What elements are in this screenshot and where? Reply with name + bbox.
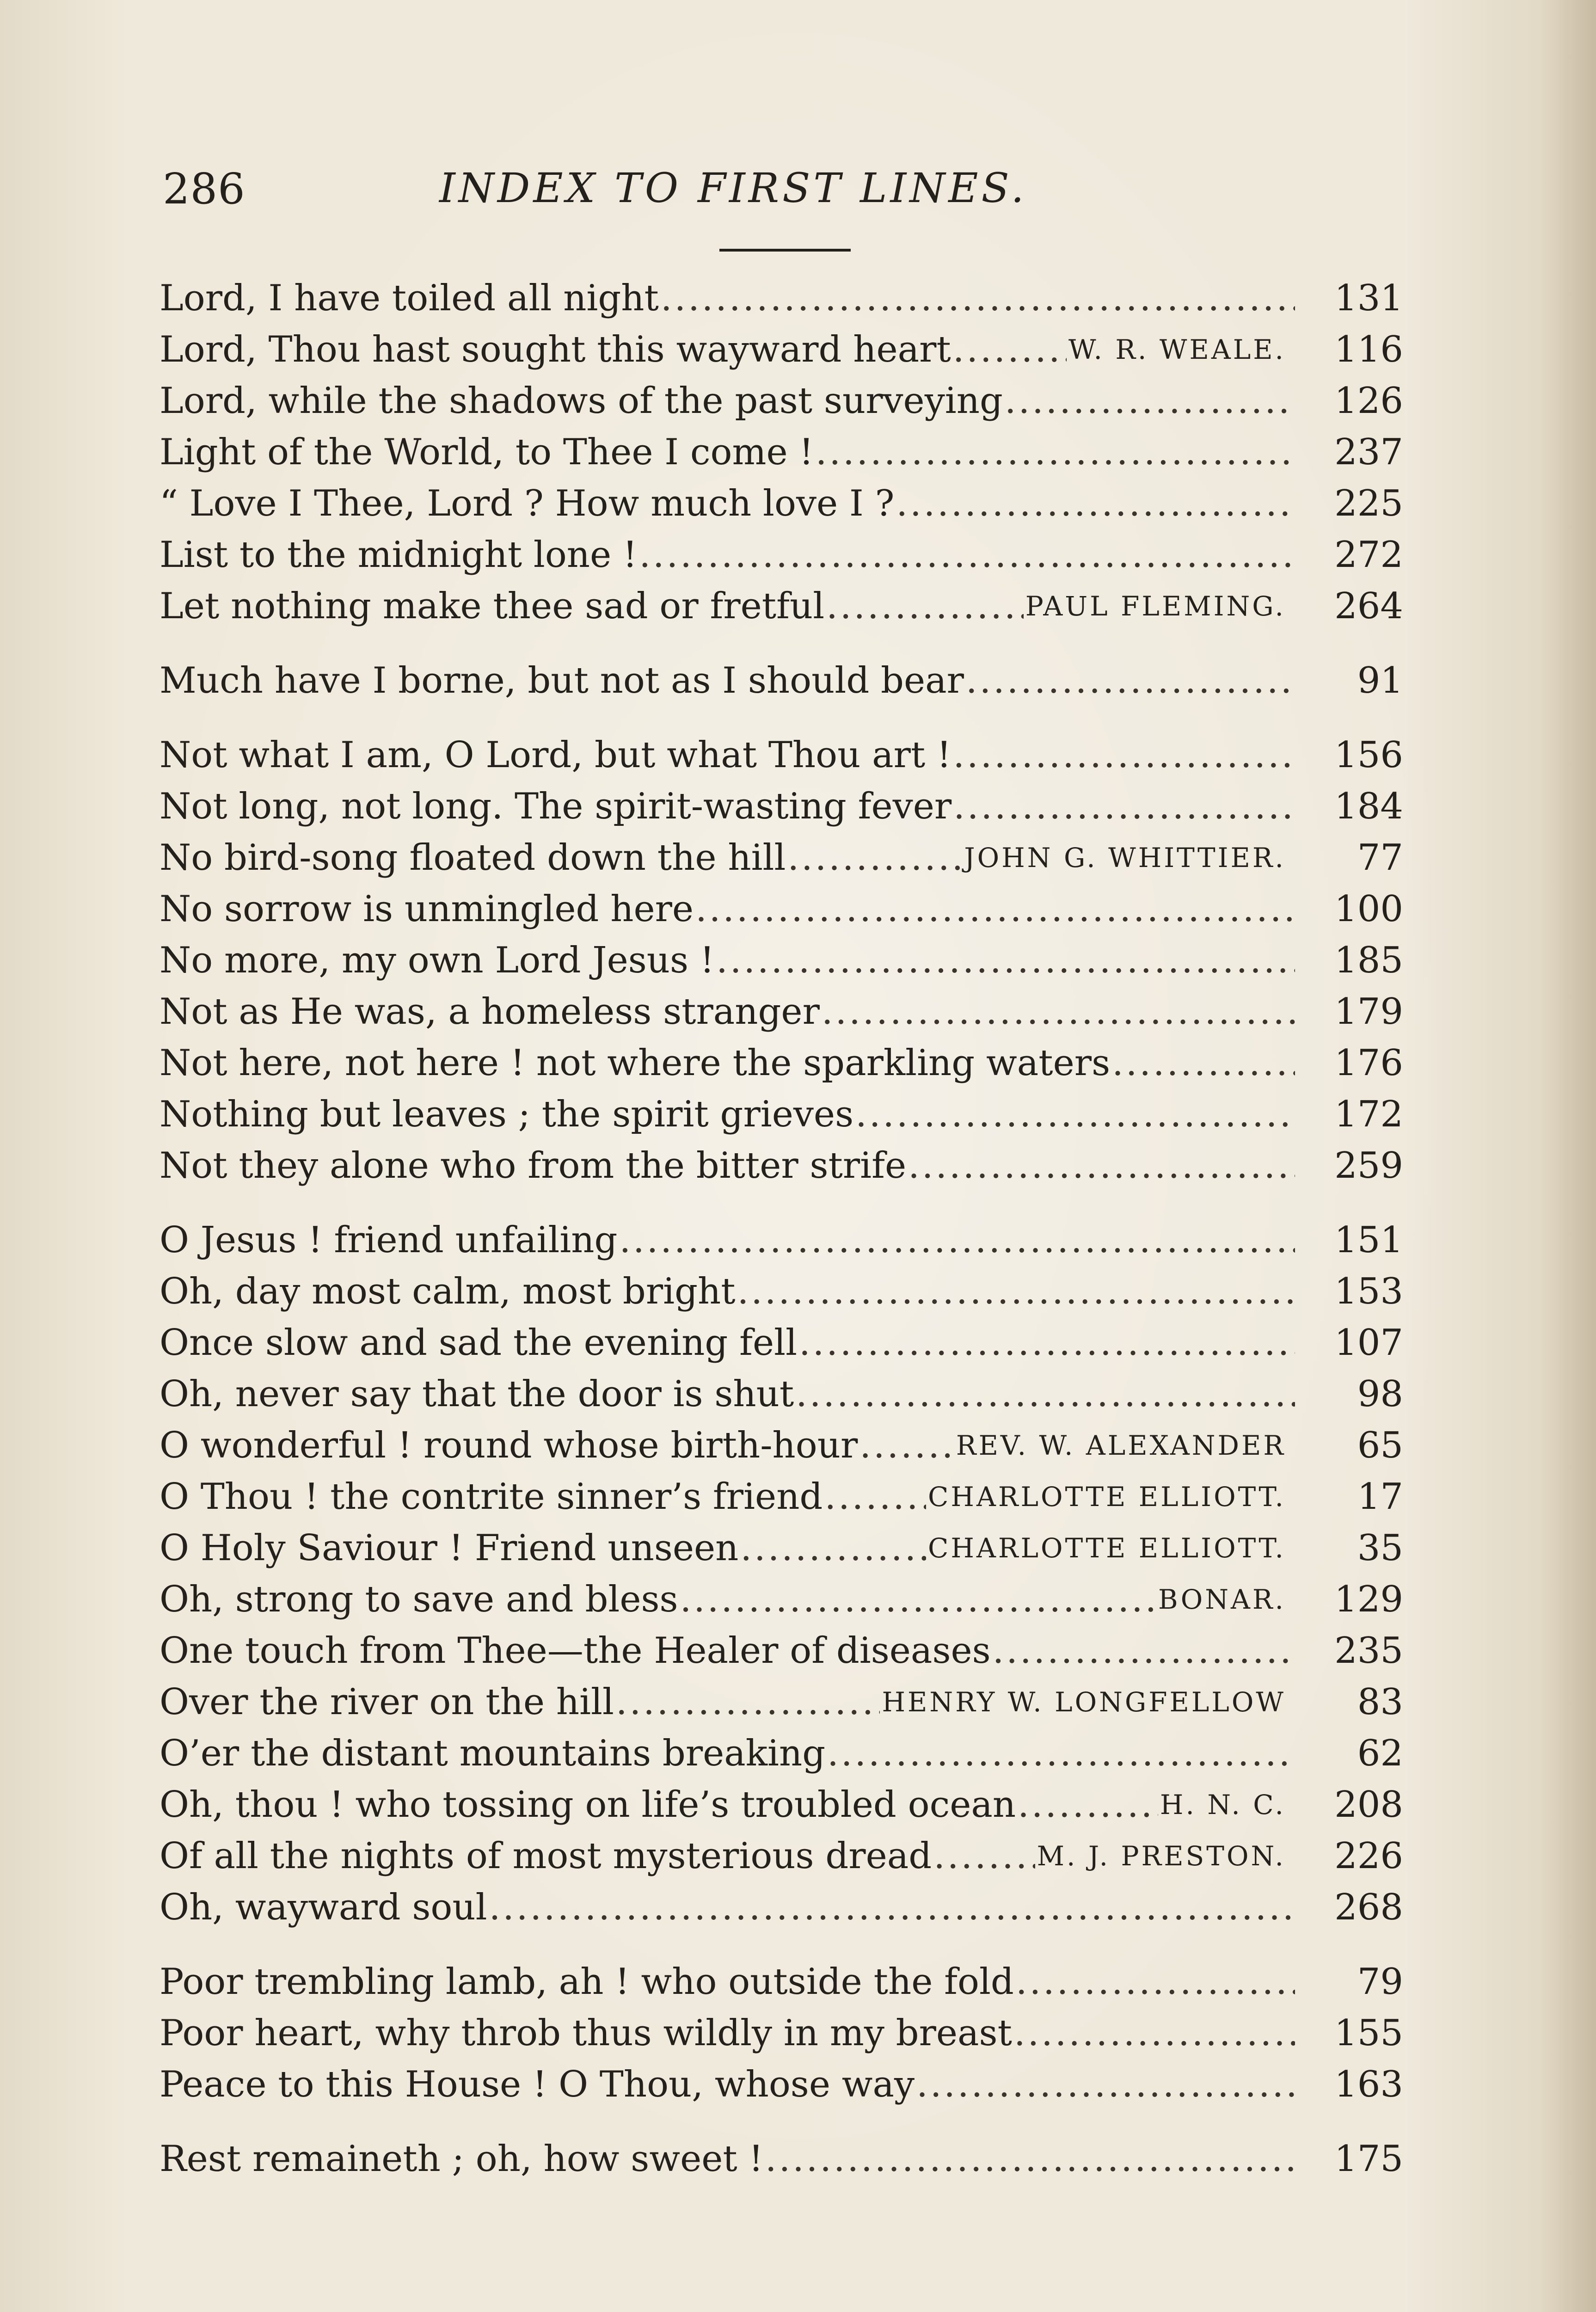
first-line-text: Light of the World, to Thee I come ! xyxy=(160,431,814,473)
page-reference: 225 xyxy=(1334,483,1403,524)
first-line-text: Oh, day most calm, most bright xyxy=(160,1271,736,1312)
first-line-text: Oh, strong to save and bless xyxy=(160,1579,678,1620)
dot-leader xyxy=(993,1625,1295,1677)
first-line-text: O’er the distant mountains breaking xyxy=(160,1733,826,1774)
page-reference: 153 xyxy=(1334,1271,1403,1312)
first-line-text: Oh, never say that the door is shut xyxy=(160,1373,794,1415)
dot-leader xyxy=(661,273,1295,324)
page-reference: 129 xyxy=(1334,1579,1403,1620)
index-group xyxy=(160,2134,1403,2185)
dot-leader xyxy=(953,730,1295,781)
dot-leader xyxy=(916,2059,1295,2110)
page-reference: 185 xyxy=(1334,940,1403,981)
dot-leader xyxy=(908,1140,1295,1192)
first-line-text: Lord, I have toiled all night xyxy=(160,277,659,319)
index-entry xyxy=(160,781,1403,832)
page-reference: 235 xyxy=(1334,1630,1403,1672)
page-reference: 98 xyxy=(1357,1373,1403,1415)
first-line-text: Not they alone who from the bitter strife xyxy=(160,1145,907,1187)
first-line-text: Lord, Thou hast sought this wayward heart xyxy=(160,329,951,370)
first-line-text: Once slow and sad the evening fell xyxy=(160,1322,798,1364)
author-name: CHARLOTTE ELLIOTT. xyxy=(928,1532,1286,1564)
dot-leader xyxy=(1018,1779,1158,1831)
dot-leader xyxy=(1112,1038,1295,1089)
index-entry xyxy=(160,1677,1403,1728)
first-line-text: Not what I am, O Lord, but what Thou art ! xyxy=(160,734,951,776)
index-entry xyxy=(160,655,1403,707)
index-entry xyxy=(160,1471,1403,1523)
page-reference: 176 xyxy=(1334,1042,1403,1084)
author-name: HENRY W. LONGFELLOW xyxy=(882,1686,1286,1718)
page-reference: 65 xyxy=(1357,1425,1403,1466)
dot-leader xyxy=(796,1369,1295,1420)
dot-leader xyxy=(740,1523,926,1574)
index-entry xyxy=(160,1369,1403,1420)
index-entry xyxy=(160,1831,1403,1882)
index-entry xyxy=(160,730,1403,781)
index-entry xyxy=(160,2059,1403,2110)
index-entry xyxy=(160,1266,1403,1317)
first-line-text: Not long, not long. The spirit-wasting fever xyxy=(160,786,952,827)
first-line-text: Over the river on the hill xyxy=(160,1681,614,1723)
author-name: REV. W. ALEXANDER xyxy=(956,1430,1286,1461)
first-line-text: Peace to this House ! O Thou, whose way xyxy=(160,2064,915,2105)
dot-leader xyxy=(855,1089,1295,1140)
dot-leader xyxy=(816,427,1295,478)
dot-leader xyxy=(695,884,1295,935)
index-group xyxy=(160,730,1403,1192)
index-group xyxy=(160,1215,1403,1933)
page-reference: 131 xyxy=(1334,277,1403,319)
author-name: M. J. PRESTON. xyxy=(1037,1840,1286,1872)
first-line-text: Much have I borne, but not as I should bear xyxy=(160,660,964,701)
page-reference: 268 xyxy=(1334,1887,1403,1928)
first-line-text: No sorrow is unmingled here xyxy=(160,888,694,930)
index-entry xyxy=(160,581,1403,632)
dot-leader xyxy=(799,1317,1295,1369)
index-entry xyxy=(160,1728,1403,1779)
first-line-text: Nothing but leaves ; the spirit grieves xyxy=(160,1094,854,1135)
first-line-text: Oh, thou ! who tossing on life’s troubled ocean xyxy=(160,1784,1016,1826)
index-entry xyxy=(160,935,1403,986)
first-line-text: Rest remaineth ; oh, how sweet ! xyxy=(160,2138,763,2180)
index-entry xyxy=(160,884,1403,935)
running-title: INDEX TO FIRST LINES. xyxy=(439,164,1027,212)
first-line-text: Poor heart, why throb thus wildly in my breast xyxy=(160,2012,1012,2054)
index-entry xyxy=(160,478,1403,529)
page-reference: 184 xyxy=(1334,786,1403,827)
dot-leader xyxy=(966,655,1295,707)
page-reference: 79 xyxy=(1357,1961,1403,2003)
author-name: BONAR. xyxy=(1158,1584,1286,1615)
first-line-text: O Holy Saviour ! Friend unseen xyxy=(160,1527,739,1569)
first-line-text: Of all the nights of most mysterious dread xyxy=(160,1835,932,1877)
first-line-text: Not as He was, a homeless stranger xyxy=(160,991,820,1033)
page-reference: 172 xyxy=(1334,1094,1403,1135)
dot-leader xyxy=(896,478,1295,529)
dot-leader xyxy=(716,935,1295,986)
index-entry xyxy=(160,529,1403,581)
index-entry xyxy=(160,1038,1403,1089)
first-line-text: No more, my own Lord Jesus ! xyxy=(160,940,715,981)
dot-leader xyxy=(826,581,1024,632)
index-entry xyxy=(160,1882,1403,1933)
page-reference: 77 xyxy=(1357,837,1403,879)
first-line-text: O wonderful ! round whose birth-hour xyxy=(160,1425,858,1466)
page-reference: 237 xyxy=(1334,431,1403,473)
page-reference: 116 xyxy=(1334,329,1403,370)
index-entry xyxy=(160,375,1403,427)
first-line-text: Oh, wayward soul xyxy=(160,1887,487,1928)
first-line-text: Poor trembling lamb, ah ! who outside the fold xyxy=(160,1961,1014,2003)
first-line-text: Lord, while the shadows of the past surveying xyxy=(160,380,1003,422)
dot-leader xyxy=(639,529,1295,581)
index-group xyxy=(160,655,1403,707)
first-line-text: List to the midnight lone ! xyxy=(160,534,638,576)
index-entry xyxy=(160,1089,1403,1140)
page-reference: 17 xyxy=(1357,1476,1403,1518)
page-reference: 175 xyxy=(1334,2138,1403,2180)
index-entry xyxy=(160,427,1403,478)
page-reference: 107 xyxy=(1334,1322,1403,1364)
dot-leader xyxy=(1014,2008,1295,2059)
page-reference: 179 xyxy=(1334,991,1403,1033)
dot-leader xyxy=(933,1831,1035,1882)
index-entry xyxy=(160,1215,1403,1266)
dot-leader xyxy=(1005,375,1295,427)
page-reference: 163 xyxy=(1334,2064,1403,2105)
title-rule xyxy=(719,249,851,252)
dot-leader xyxy=(616,1677,880,1728)
author-name: H. N. C. xyxy=(1160,1789,1286,1820)
index-entry xyxy=(160,1420,1403,1471)
index-entry xyxy=(160,2134,1403,2185)
page-reference: 91 xyxy=(1357,660,1403,701)
first-lines-index xyxy=(160,273,1403,2208)
first-line-text: “ Love I Thee, Lord ? How much love I ? xyxy=(160,483,895,524)
index-group xyxy=(160,273,1403,632)
page-reference: 208 xyxy=(1334,1784,1403,1826)
first-line-text: No bird-song floated down the hill xyxy=(160,837,786,879)
author-name: PAUL FLEMING. xyxy=(1025,590,1286,622)
page-reference: 83 xyxy=(1357,1681,1403,1723)
dot-leader xyxy=(827,1728,1295,1779)
page-edge-shadow xyxy=(1541,0,1596,2312)
page-reference: 156 xyxy=(1334,734,1403,776)
dot-leader xyxy=(953,781,1295,832)
dot-leader xyxy=(1016,1956,1295,2008)
dot-leader xyxy=(822,986,1295,1038)
page-number: 286 xyxy=(163,164,246,214)
dot-leader xyxy=(824,1471,926,1523)
dot-leader xyxy=(737,1266,1295,1317)
index-entry xyxy=(160,1140,1403,1192)
author-name: CHARLOTTE ELLIOTT. xyxy=(928,1481,1286,1513)
first-line-text: One touch from Thee—the Healer of diseases xyxy=(160,1630,991,1672)
index-entry xyxy=(160,1317,1403,1369)
page-reference: 259 xyxy=(1334,1145,1403,1187)
page-reference: 272 xyxy=(1334,534,1403,576)
page-reference: 151 xyxy=(1334,1219,1403,1261)
index-entry xyxy=(160,1956,1403,2008)
first-line-text: Not here, not here ! not where the sparkling waters xyxy=(160,1042,1111,1084)
author-name: W. R. WEALE. xyxy=(1068,334,1286,365)
index-entry xyxy=(160,1523,1403,1574)
first-line-text: Let nothing make thee sad or fretful xyxy=(160,585,825,627)
index-entry xyxy=(160,986,1403,1038)
first-line-text: O Jesus ! friend unfailing xyxy=(160,1219,618,1261)
index-group xyxy=(160,1956,1403,2110)
page-reference: 126 xyxy=(1334,380,1403,422)
index-entry xyxy=(160,1779,1403,1831)
index-entry xyxy=(160,1625,1403,1677)
dot-leader xyxy=(953,324,1067,375)
page-reference: 62 xyxy=(1357,1733,1403,1774)
dot-leader xyxy=(787,832,962,884)
page-reference: 264 xyxy=(1334,585,1403,627)
index-entry xyxy=(160,1574,1403,1625)
page-reference: 35 xyxy=(1357,1527,1403,1569)
index-entry xyxy=(160,324,1403,375)
dot-leader xyxy=(489,1882,1295,1933)
index-entry xyxy=(160,2008,1403,2059)
dot-leader xyxy=(680,1574,1156,1625)
dot-leader xyxy=(619,1215,1295,1266)
author-name: JOHN G. WHITTIER. xyxy=(964,842,1286,873)
index-entry xyxy=(160,832,1403,884)
dot-leader xyxy=(765,2134,1295,2185)
first-line-text: O Thou ! the contrite sinner’s friend xyxy=(160,1476,823,1518)
page-reference: 155 xyxy=(1334,2012,1403,2054)
index-entry xyxy=(160,273,1403,324)
page-reference: 226 xyxy=(1334,1835,1403,1877)
dot-leader xyxy=(859,1420,954,1471)
page-reference: 100 xyxy=(1334,888,1403,930)
